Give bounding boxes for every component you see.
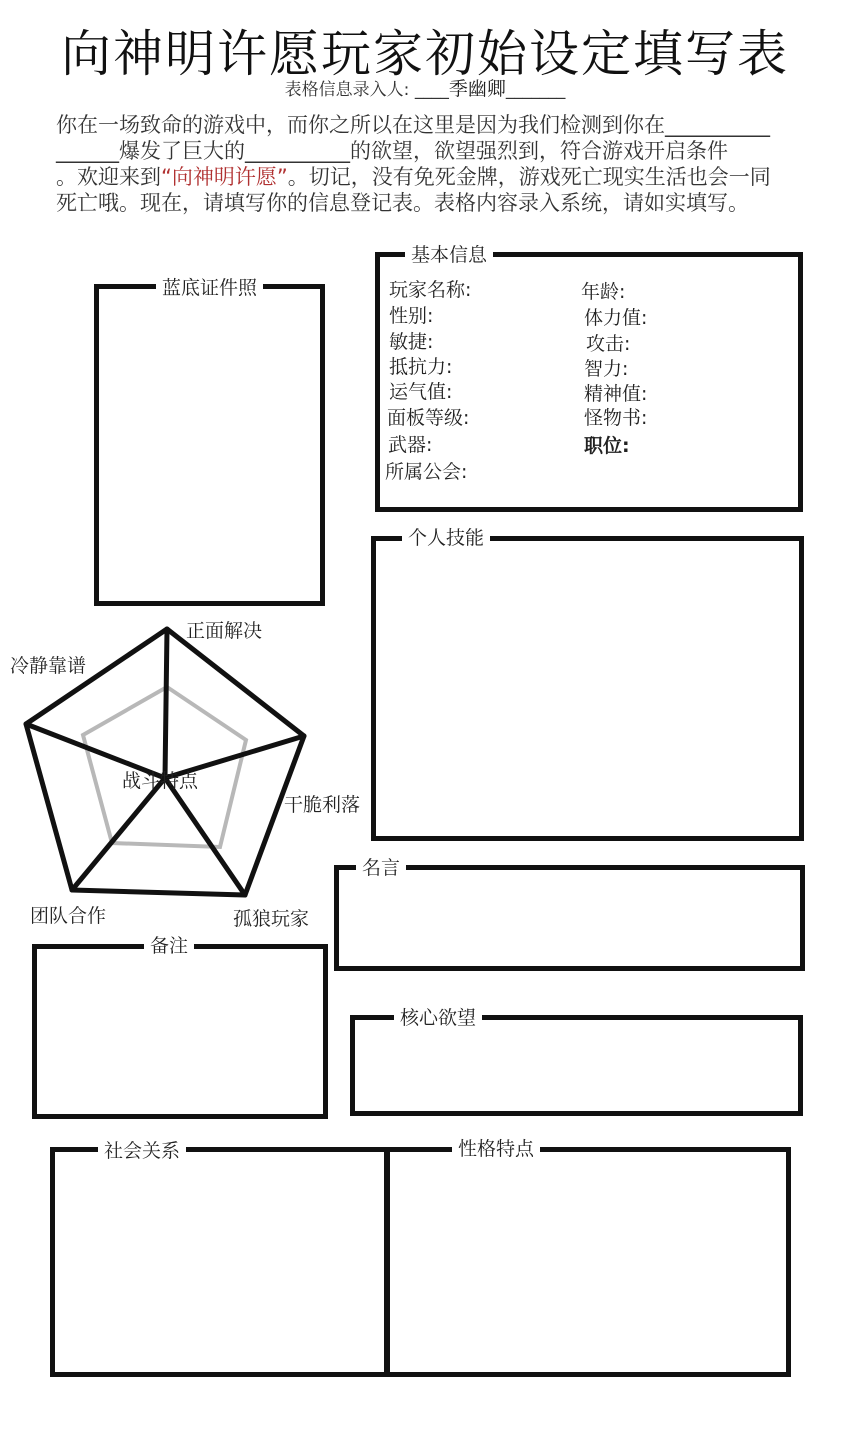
basic-info-label: 基本信息 (405, 240, 493, 267)
photo-box[interactable] (94, 284, 325, 606)
skills-label: 个人技能 (402, 523, 490, 550)
intro-line-1: 你在一场致命的游戏中，而你之所以在这里是因为我们检测到你在__________ (56, 113, 770, 137)
game-name-highlight: “向神明许愿” (161, 165, 288, 189)
weapon-field[interactable]: 武器: (388, 434, 433, 456)
intro-line-4: 死亡哦。现在，请填写你的信息登记表。表格内容录入系统，请如实填写。 (56, 191, 749, 215)
player-name-field[interactable]: 玩家名称: (389, 279, 472, 301)
stamina-field[interactable]: 体力值: (584, 307, 648, 329)
motto-label: 名言 (356, 853, 406, 880)
guild-field[interactable]: 所属公会: (385, 461, 468, 483)
recorder-blank-after: _______ (505, 80, 566, 100)
recorder-line (0, 74, 850, 101)
attack-field[interactable]: 攻击: (586, 333, 631, 355)
intro-warning: 。切记，没有免死金牌，游戏死亡现实生活也会一同 (287, 165, 771, 189)
radar-center-label: 战斗特点 (122, 770, 199, 792)
radar-axis-decisive: 干脆利落 (284, 794, 361, 816)
notes-box[interactable] (32, 944, 328, 1119)
relations-box[interactable] (50, 1147, 390, 1377)
radar-axis-teamwork: 团队合作 (30, 905, 107, 927)
spirit-field[interactable]: 精神值: (584, 383, 648, 405)
monster-book-field[interactable]: 怪物书: (584, 407, 648, 429)
radar-axis-head-on: 正面解决 (186, 620, 263, 642)
relations-label: 社会关系 (98, 1136, 186, 1163)
personality-label: 性格特点 (452, 1134, 540, 1161)
personality-box[interactable] (384, 1147, 791, 1377)
core-desire-label: 核心欲望 (394, 1003, 482, 1030)
recorder-blank-before: ____ (414, 80, 449, 100)
intro-line-2: ______爆发了巨大的__________的欲望，欲望强烈到，符合游戏开启条件 (56, 139, 728, 163)
skills-box[interactable] (371, 536, 804, 841)
recorder-name: 季幽卿 (448, 78, 506, 100)
radar-axis-calm: 冷静靠谱 (10, 655, 87, 677)
resistance-field[interactable]: 抵抗力: (389, 356, 453, 378)
radar-axis-lone-wolf: 孤狼玩家 (233, 908, 310, 930)
notes-label: 备注 (144, 931, 194, 958)
age-field[interactable]: 年龄: (581, 281, 626, 303)
radar-chart (0, 600, 380, 930)
gender-field[interactable]: 性别: (389, 305, 434, 327)
core-desire-box[interactable] (350, 1015, 803, 1116)
motto-box[interactable] (334, 865, 805, 971)
recorder-label: 表格信息录入人: (284, 80, 410, 100)
intelligence-field[interactable]: 智力: (584, 358, 629, 380)
luck-field[interactable]: 运气值: (389, 381, 453, 403)
intro-welcome: 。欢迎来到 (56, 165, 161, 189)
intro-line-3 (56, 164, 776, 190)
position-field[interactable]: 职位: (584, 435, 630, 457)
agility-field[interactable]: 敏捷: (389, 331, 434, 353)
intro-paragraph (56, 112, 776, 216)
panel-level-field[interactable]: 面板等级: (387, 407, 470, 429)
page-title: 向神明许愿玩家初始设定填写表 (61, 25, 789, 83)
photo-label: 蓝底证件照 (156, 273, 263, 300)
